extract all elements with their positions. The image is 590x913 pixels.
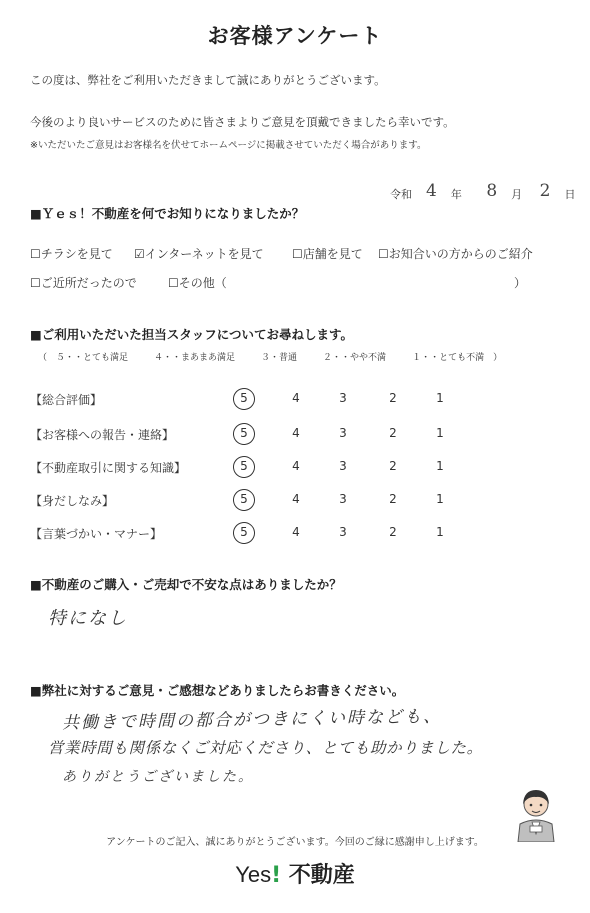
date-day-unit: 日 (564, 188, 576, 201)
option-flyer[interactable]: ☐チラシを見て (30, 247, 113, 261)
selected-circle-icon (232, 387, 257, 412)
option-referral[interactable]: ☐お知合いの方からのご紹介 (378, 247, 533, 261)
rating-option-4[interactable]: 4 (292, 426, 300, 440)
date-day-value[interactable]: 2 (539, 181, 551, 201)
option-other-close: ） (514, 276, 527, 290)
rating-option-3[interactable]: 3 (339, 492, 347, 506)
checkbox-icon[interactable]: ☐ (292, 247, 303, 261)
rating-option-3[interactable]: 3 (339, 525, 347, 539)
rating-legend: （ ５・・とても満足 ４・・まあまあ満足 ３・普通 ２・・やや不満 １・・とても不満 ） (38, 353, 503, 363)
intro-notice: ※いただいたご意見はお客様名を伏せてホームページに掲載させていただく場合があります。 (30, 140, 427, 151)
rating-row-label: 【身だしなみ】 (30, 494, 115, 508)
rating-row-label: 【言葉づかい・マナー】 (30, 527, 163, 541)
rating-option-1[interactable]: 1 (436, 492, 444, 506)
rating-option-4[interactable]: 4 (292, 525, 300, 539)
q4-answer-line-2[interactable]: 営業時間も関係なくご対応くださり、とても助かりました。 (48, 739, 483, 757)
checkbox-icon[interactable]: ☐ (30, 276, 41, 290)
checkbox-icon[interactable]: ☐ (378, 247, 389, 261)
q2-heading: ■ご利用いただいた担当スタッフについてお尋ねします。 (30, 327, 354, 342)
rating-option-1[interactable]: 1 (436, 459, 444, 473)
checkbox-icon[interactable]: ☐ (168, 276, 179, 290)
rating-option-5[interactable]: 5 (240, 426, 248, 440)
rating-option-2[interactable]: 2 (389, 459, 397, 473)
rating-option-2[interactable]: 2 (389, 426, 397, 440)
selected-circle-icon (232, 521, 257, 546)
footer-thanks: アンケートのご記入、誠にありがとうございます。今回のご縁に感謝申し上げます。 (106, 837, 484, 848)
page-title: お客様アンケート (207, 24, 383, 48)
rating-option-5[interactable]: 5 (240, 525, 248, 539)
checkbox-checked-icon[interactable]: ☑ (134, 247, 145, 261)
checkbox-icon[interactable]: ☐ (30, 247, 41, 261)
date-month-unit: 月 (511, 188, 523, 201)
rating-option-5[interactable]: 5 (240, 391, 248, 405)
rating-option-1[interactable]: 1 (436, 426, 444, 440)
rating-option-2[interactable]: 2 (389, 492, 397, 506)
company-logo: Yes! 不動産 (235, 862, 355, 888)
rating-option-4[interactable]: 4 (292, 492, 300, 506)
date-month-value[interactable]: 8 (486, 181, 498, 201)
q4-heading: ■弊社に対するご意見・ご感想などありましたらお書きください。 (30, 683, 405, 698)
rating-row-label: 【総合評価】 (30, 393, 103, 407)
rating-option-3[interactable]: 3 (339, 459, 347, 473)
option-internet[interactable]: ☑インターネットを見て (134, 247, 264, 261)
selected-circle-icon (232, 455, 257, 480)
date-field (390, 183, 575, 203)
date-era: 令和 (390, 188, 412, 201)
intro-line-1: この度は、弊社をご利用いただきまして誠にありがとうございます。 (30, 73, 386, 87)
rating-option-1[interactable]: 1 (436, 525, 444, 539)
rating-option-4[interactable]: 4 (292, 391, 300, 405)
intro-line-2: 今後のより良いサービスのために皆さまよりご意見を頂戴できましたら幸いです。 (30, 115, 455, 129)
option-store[interactable]: ☐店舗を見て (292, 247, 363, 261)
date-year-unit: 年 (450, 188, 462, 201)
rating-option-2[interactable]: 2 (389, 525, 397, 539)
q1-heading: ■Ｙｅｓ！不動産を何でお知りになりましたか？ (30, 206, 305, 221)
q1-options (30, 245, 590, 290)
q3-heading: ■不動産のご購入・ご売却で不安な点はありましたか？ (30, 577, 342, 592)
rating-row-label: 【不動産取引に関する知識】 (30, 461, 187, 475)
rating-option-2[interactable]: 2 (389, 391, 397, 405)
option-neighborhood[interactable]: ☐ご近所だったので (30, 276, 137, 290)
rating-option-5[interactable]: 5 (240, 459, 248, 473)
q4-answer-line-1[interactable]: 共働きで時間の都合がつきにくい時なども、 (61, 706, 443, 734)
rating-option-1[interactable]: 1 (436, 391, 444, 405)
selected-circle-icon (232, 488, 257, 513)
q4-answer-line-3[interactable]: ありがとうございました。 (62, 769, 254, 785)
selected-circle-icon (232, 422, 257, 447)
rating-row-label: 【お客様への報告・連絡】 (30, 428, 175, 442)
rating-option-4[interactable]: 4 (292, 459, 300, 473)
rating-option-5[interactable]: 5 (240, 492, 248, 506)
option-other[interactable]: ☐その他（ (168, 276, 227, 290)
rating-option-3[interactable]: 3 (339, 426, 347, 440)
date-year-value[interactable]: 4 (426, 181, 437, 201)
q3-answer[interactable]: 特になし (48, 608, 128, 629)
rating-option-3[interactable]: 3 (339, 391, 347, 405)
